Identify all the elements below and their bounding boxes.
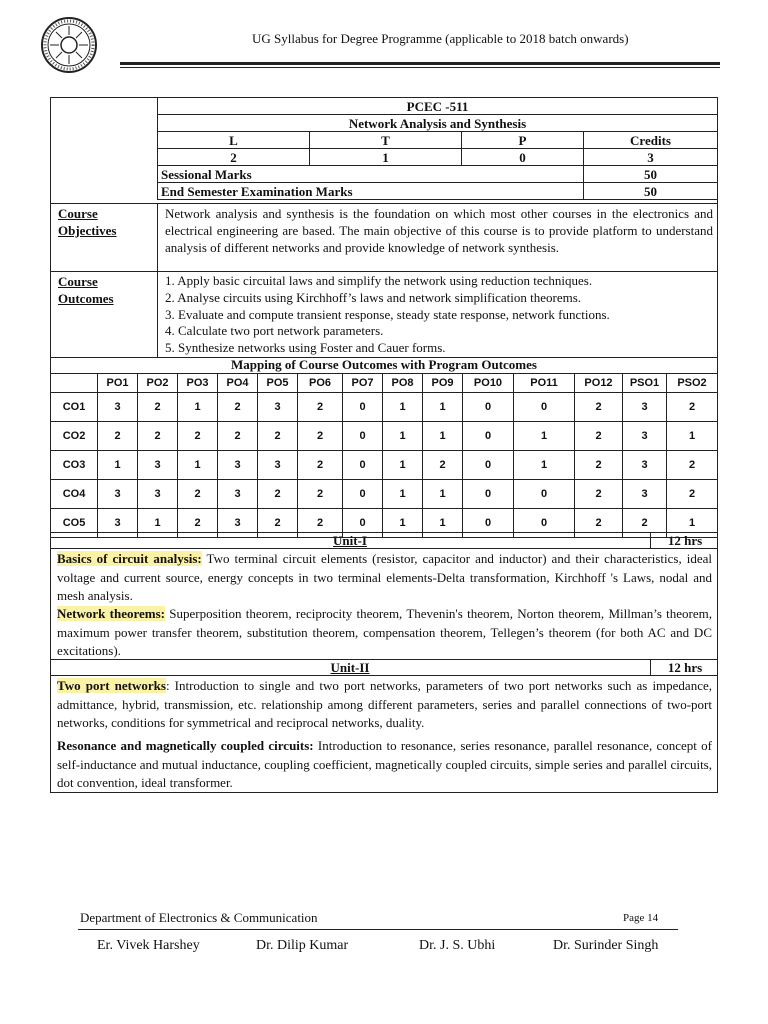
course-name: Network Analysis and Synthesis [158,115,718,132]
table-row: CO3 1 3 1 3 3 2 0 1 2 0 1 2 3 2 [51,451,718,480]
header-rule-thin [120,67,720,68]
unit2-topic1 [57,677,712,733]
unit2-header [50,659,718,676]
divider [50,203,718,204]
signatory-1: Er. Vivek Harshey [97,938,200,953]
divider [157,203,158,357]
val-credits: 3 [584,149,718,166]
unit1-topic1-text: Two terminal circuit elements (resistor, capacitor and inductor) and their characteristics, ideal voltage and current source, energy concepts in two terminal elements-Delta transformation, Kirchhoff 's Laws, nodal and mesh analysis. [57,551,713,603]
val-p: 0 [462,149,584,166]
unit2-topic2-text: Introduction to resonance, series resonance, parallel resonance, concept of self-inductance and mutual inductance, coupling coefficient, magnetically coupled circuits, simple series and parallel circuits, dot convention, ideal transformer. [57,738,712,790]
course-code: PCEC -511 [158,98,718,115]
unit1-topic1-title: Basics of circuit analysis: [57,551,202,566]
endsem-label: End Semester Examination Marks [158,183,584,200]
footer-rule [78,929,678,930]
unit2-hours: 12 hrs [650,660,719,675]
table-row: CO2 2 2 2 2 2 2 0 1 1 0 1 2 3 1 [51,422,718,451]
table-row: CO5 3 1 2 3 2 2 0 1 1 0 0 2 2 1 [51,509,718,538]
unit1-name: Unit-I [333,533,367,548]
page-number: Page 14 [623,912,659,924]
co-po-mapping-table: PO1 PO2 PO3 PO4 PO5 PO6 PO7 PO8 PO9 PO10 PO11 PO12 PSO1 PSO2 CO1 3 2 1 2 3 2 0 1 1 0 0 2 3 2 CO2 2 2 2 2 2 2 0 1 1 0 1 2 3 1 CO3 1 3 1 3 3 2 0 1 2 0 1 2 3 2 CO4 3 3 2 3 2 2 0 1 1 0 0 2 3 2 CO5 3 1 2 3 2 2 0 1 1 0 0 2 2 1 [50,373,718,538]
col-p: P [462,132,584,149]
outcome-item: 5. Synthesize networks using Foster and Cauer forms. [165,340,446,356]
table-row: CO4 3 3 2 3 2 2 0 1 1 0 0 2 3 2 [51,480,718,509]
header-rule-thick [120,62,720,65]
val-l: 2 [158,149,310,166]
unit1-hours: 12 hrs [650,533,719,548]
signatory-3: Dr. J. S. Ubhi [419,938,496,953]
outcome-item: 4. Calculate two port network parameters. [165,323,384,339]
unit1-topic2-title: Network theorems: [57,606,165,621]
col-l: L [158,132,310,149]
objectives-text: Network analysis and synthesis is the foundation on which most other courses in the electronics and electrical engineering are based. The main objective of this course is to provide platform to understand analysis of different networks and provide knowledge of network synthesis. [165,206,713,255]
mapping-title: Mapping of Course Outcomes with Program Outcomes [231,357,537,372]
header-title: UG Syllabus for Degree Programme (applicable to 2018 batch onwards) [252,31,629,46]
objectives-label: Course Objectives [58,206,117,238]
signatory-2: Dr. Dilip Kumar [256,938,349,953]
unit2-topic1-text: : Introduction to single and two port networks, parameters of two port networks such as impedance, admittance, hybrid, transmission, etc. relationship among different parameters, series and parallel connections of two-port networks, conditions for symmetrical and reciprocal networks, duality. [57,678,712,730]
divider [50,271,718,272]
outcome-item: 3. Evaluate and compute transient response, steady state response, network functions. [165,306,610,322]
col-t: T [310,132,462,149]
unit2-topic2-title: Resonance and magnetically coupled circuits: [57,738,314,753]
outcome-item: 2. Analyse circuits using Kirchhoff’s laws and network simplification theorems. [165,289,582,305]
table-row: CO1 3 2 1 2 3 2 0 1 1 0 0 2 3 2 [51,393,718,422]
val-t: 1 [310,149,462,166]
course-info-table [157,97,718,200]
unit2-topic2 [57,737,712,793]
footer-department: Department of Electronics & Communication [80,910,318,925]
col-credits: Credits [584,132,718,149]
unit1-topic2 [57,605,712,661]
unit1-topic2-text: Superposition theorem, reciprocity theorem, Thevenin's theorem, Norton theorem, Millman’s theorem, maximum power transfer theorem, substitution theorem, compensation theorem, Tellegen’s theorem (for both AC and DC excitations). [57,606,712,658]
sessional-value: 50 [584,166,718,183]
unit1-header [50,532,718,549]
unit2-topic1-title: Two port networks [57,678,166,693]
outcomes-label: Course Outcomes [58,274,114,306]
outcome-item: 1. Apply basic circuital laws and simplify the network using reduction techniques. [165,273,593,288]
signatory-4: Dr. Surinder Singh [553,938,659,953]
unit2-name: Unit-II [330,660,370,675]
university-seal-logo [40,16,98,74]
unit1-topic1 [57,550,712,606]
endsem-value: 50 [584,183,718,200]
outcomes-list [165,273,713,357]
sessional-label: Sessional Marks [158,166,584,183]
